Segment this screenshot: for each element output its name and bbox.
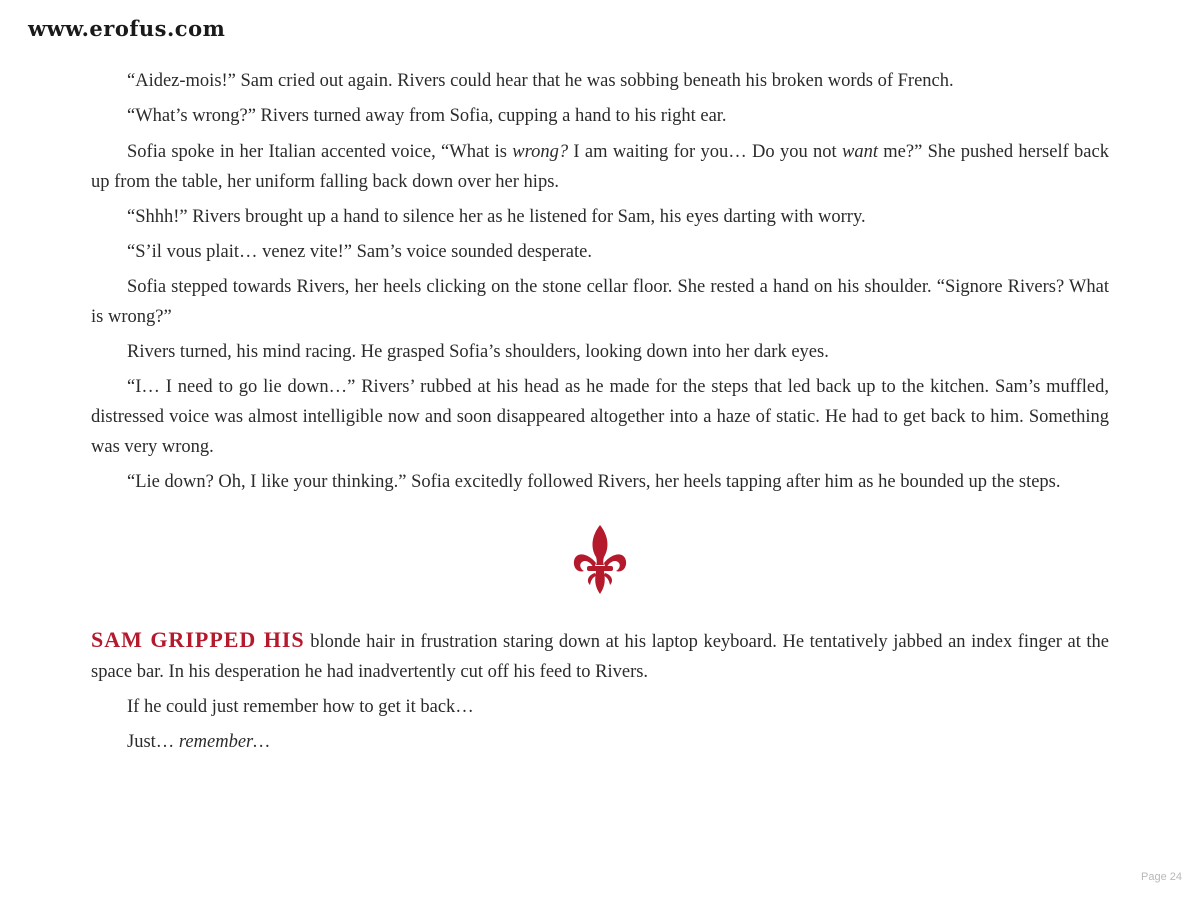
paragraph [91, 137, 1109, 197]
text-run: Sofia spoke in her Italian accented voice, “What is [127, 142, 513, 162]
paragraph: “I… I need to go lie down…” Rivers’ rubbed at his head as he made for the steps that led back up to the kitchen. Sam’s muffled, distressed voice was almost intelligible now and soon disappeared altogether into a haze of static. He had to get back to him. Something was very wrong. [91, 377, 1109, 457]
paragraph: “What’s wrong?” Rivers turned away from Sofia, cupping a hand to his right ear. [127, 106, 727, 126]
paragraph [91, 727, 1109, 757]
paragraph: Rivers turned, his mind racing. He grasped Sofia’s shoulders, looking down into her dark eyes. [127, 342, 829, 362]
section-dropcap: SAM GRIPPED HIS [91, 627, 305, 652]
page-number: Page 24 [1141, 871, 1182, 883]
paragraph: “Lie down? Oh, I like your thinking.” Sofia excitedly followed Rivers, her heels tapping after him as he bounded up the steps. [127, 472, 1061, 492]
text-run: blonde hair in frustration staring down at his laptop keyboard. He tentatively jabbed an index finger at the space bar. In his desperation he had inadvertently cut off his feed to Rivers. [91, 632, 1110, 682]
text-run-italic: remember… [178, 732, 270, 752]
paragraph: “Aidez-mois!” Sam cried out again. Rivers could hear that he was sobbing beneath his broken words of French. [127, 71, 954, 91]
paragraph: “Shhh!” Rivers brought up a hand to silence her as he listened for Sam, his eyes darting with worry. [127, 207, 866, 227]
text-run: I am waiting for you… Do you not [568, 142, 842, 162]
paragraph: “S’il vous plait… venez vite!” Sam’s voice sounded desperate. [127, 242, 592, 262]
paragraph: Sofia stepped towards Rivers, her heels clicking on the stone cellar floor. She rested a hand on his shoulder. “Signore Rivers? What is wrong?” [91, 277, 1109, 327]
section-opening-paragraph [91, 625, 1109, 687]
fleur-de-lis-icon [570, 523, 630, 595]
text-run-italic: want [842, 142, 878, 162]
watermark: www.erofus.com [28, 16, 226, 41]
paragraph: If he could just remember how to get it back… [127, 697, 474, 717]
text-run-italic: wrong? [512, 142, 569, 162]
text-run: Just… [127, 732, 179, 752]
text-run: me?” She pushed herself back up from the table, her uniform falling back down over her hips. [91, 142, 1109, 192]
